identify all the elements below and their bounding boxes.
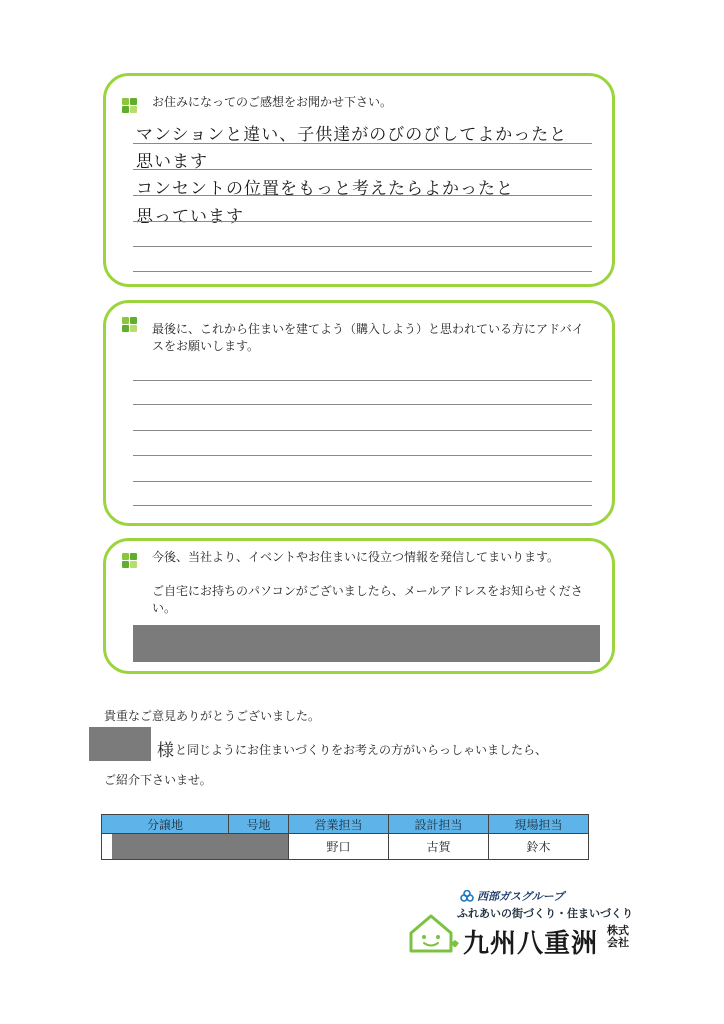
answer-rule (133, 430, 592, 431)
redacted-email-field (133, 625, 600, 662)
gas-group-icon (460, 890, 474, 902)
answer-rule (133, 404, 592, 405)
header-design-staff: 設計担当 (389, 815, 489, 834)
answer-rule (133, 455, 592, 456)
handwritten-answer-line: 思っています (136, 207, 244, 227)
group-mark (460, 888, 564, 904)
advice-question: 最後に、これから住まいを建てよう（購入しよう）と思われている方にアドバイスをお願いします。 (152, 322, 584, 353)
suffix-top: 株式 (607, 924, 629, 937)
referral-text-line2: ご紹介下さいませ。 (104, 773, 212, 787)
header-lot-number: 号地 (229, 815, 289, 834)
answer-rule (133, 195, 592, 196)
answer-rule (133, 169, 592, 170)
advice-panel (103, 300, 615, 526)
redacted-subdivision-cell (102, 834, 289, 860)
table-header-row (102, 815, 589, 834)
referral-text-line1: と同じようにお住まいづくりをお考えの方がいらっしゃいましたら、 (175, 743, 548, 757)
sales-staff-name: 野口 (289, 834, 389, 860)
logo-tagline: ふれあいの街づくり・住まいづくり (457, 907, 633, 920)
handwritten-answer-line: マンションと違い、子供達がのびのびしてよかったと (136, 125, 568, 145)
answer-rule (133, 271, 592, 272)
answer-rule (133, 505, 592, 506)
handwritten-answer-line: 思います (136, 152, 208, 172)
thanks-text: 貴重なご意見ありがとうございました。 (104, 709, 321, 723)
suffix-bottom: 会社 (607, 936, 629, 949)
header-subdivision: 分譲地 (102, 815, 229, 834)
answer-rule (133, 221, 592, 222)
header-sales-staff: 営業担当 (289, 815, 389, 834)
impressions-question: お住みになってのご感想をお聞かせ下さい。 (152, 95, 393, 109)
company-suffix (607, 925, 629, 949)
email-request: ご自宅にお持ちのパソコンがございましたら、メールアドレスをお知らせください。 (152, 584, 583, 615)
handwritten-answer-line: コンセントの位置をもっと考えたらよかったと (136, 179, 514, 199)
house-face-icon (405, 911, 461, 955)
newsletter-notice: 今後、当社より、イベントやお住まいに役立つ情報を発信してまいります。 (152, 550, 560, 564)
staff-table (101, 814, 589, 860)
redacted-customer-name (89, 727, 151, 761)
company-name: 九州八重洲 (463, 929, 599, 959)
answer-rule (133, 143, 592, 144)
company-logo (405, 885, 635, 965)
header-site-staff: 現場担当 (489, 815, 589, 834)
answer-rule (133, 481, 592, 482)
answer-rule (133, 246, 592, 247)
impressions-panel (103, 73, 615, 287)
design-staff-name: 古賀 (389, 834, 489, 860)
site-staff-name: 鈴木 (489, 834, 589, 860)
answer-rule (133, 380, 592, 381)
sama-honorific: 様 (157, 741, 174, 761)
email-panel (103, 538, 615, 674)
group-name: 西部ガスグループ (477, 890, 565, 903)
table-row (102, 834, 589, 860)
